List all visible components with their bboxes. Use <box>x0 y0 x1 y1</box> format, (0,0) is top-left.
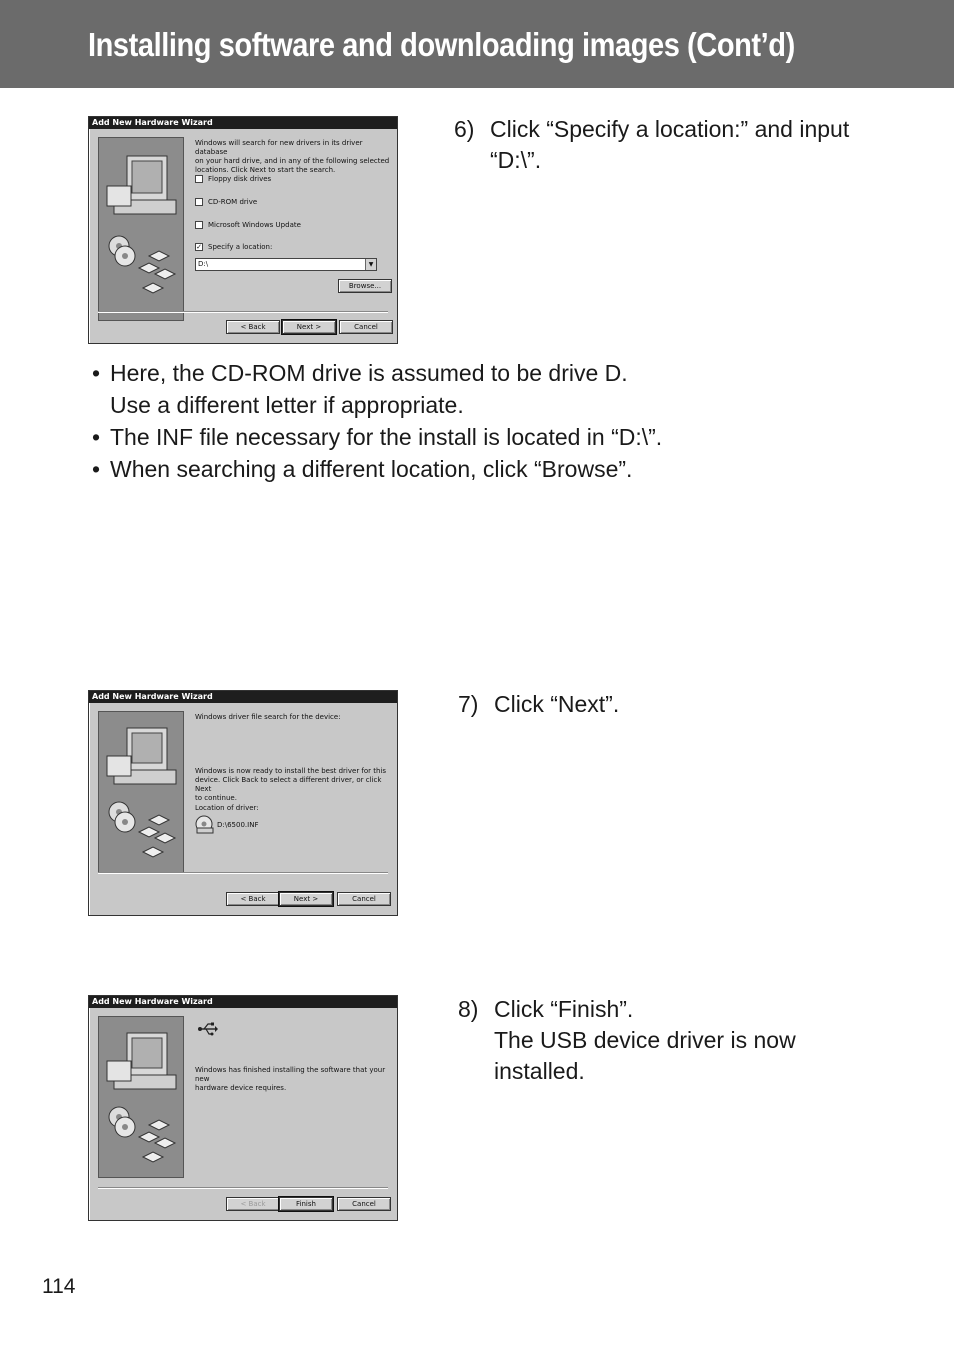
dialog-title: Add New Hardware Wizard <box>89 117 397 129</box>
usb-icon <box>197 1022 219 1036</box>
note-item <box>92 357 662 421</box>
dialog-text-line: Windows driver file search for the device: <box>195 713 341 721</box>
cd-drive-icon <box>195 815 215 835</box>
dialog-text-line: Windows has finished installing the software that your new <box>195 1066 386 1083</box>
dialog-text-line: Windows is now ready to install the best driver for this <box>195 767 387 775</box>
computer-cd-icon <box>99 1017 183 1177</box>
step-number: 8) <box>458 996 479 1022</box>
driver-path: D:\6500.INF <box>217 821 259 829</box>
dialog-intro-line: on your hard drive, and in any of the following selected <box>195 157 390 165</box>
page-title: Installing software and downloading images (Cont’d) <box>88 26 795 63</box>
bullet: • <box>92 360 101 386</box>
dialog-text-line: hardware device requires. <box>195 1084 287 1092</box>
page-header <box>0 0 954 88</box>
specify-location-checkbox[interactable]: ✓ <box>196 243 202 251</box>
floppy-option-label: Floppy disk drives <box>208 175 272 183</box>
browse-button[interactable]: Browse... <box>338 279 392 293</box>
step-number: 7) <box>458 691 479 717</box>
floppy-checkbox[interactable] <box>195 175 203 183</box>
location-combo-value: D:\ <box>198 260 209 268</box>
step-text-line: Click “Specify a location:” and input <box>490 116 850 142</box>
dialog-separator <box>98 872 388 874</box>
dialog-separator <box>98 1187 388 1189</box>
back-button[interactable]: < Back <box>226 320 280 334</box>
next-button[interactable]: Next > <box>282 320 336 334</box>
step-7 <box>458 689 758 723</box>
step-text-line: Click “Finish”. <box>494 996 634 1022</box>
note-text-line: The INF file necessary for the install is located in “D:\”. <box>110 424 663 450</box>
computer-cd-icon <box>99 138 183 320</box>
wizard-computer-illustration <box>98 711 184 873</box>
dialog-title: Add New Hardware Wizard <box>89 996 397 1008</box>
dialog-separator <box>98 311 388 313</box>
note-text-line: Here, the CD-ROM drive is assumed to be drive D. <box>110 360 628 386</box>
step-6 <box>454 114 934 178</box>
wizard-dialog-search <box>88 116 398 344</box>
wizard-computer-illustration <box>98 1016 184 1178</box>
bullet: • <box>92 424 101 450</box>
step-text-line: “D:\”. <box>490 147 542 173</box>
location-of-driver-label: Location of driver: <box>195 804 259 812</box>
wizard-dialog-finished <box>88 995 398 1221</box>
bullet: • <box>92 456 101 482</box>
wizard-dialog-ready <box>88 690 398 916</box>
step-text-line: installed. <box>494 1058 585 1084</box>
cancel-button[interactable]: Cancel <box>337 1197 391 1211</box>
chevron-down-icon[interactable]: ▼ <box>365 259 376 270</box>
finish-button[interactable]: Finish <box>279 1197 333 1211</box>
back-button[interactable]: < Back <box>226 892 280 906</box>
cdrom-checkbox[interactable] <box>195 198 203 206</box>
page-number: 114 <box>42 1275 76 1298</box>
cdrom-option-label: CD-ROM drive <box>208 198 258 206</box>
note-item <box>92 453 662 485</box>
note-text-line: When searching a different location, click “Browse”. <box>110 456 633 482</box>
next-button[interactable]: Next > <box>279 892 333 906</box>
computer-cd-icon <box>99 712 183 872</box>
windows-update-option-label: Microsoft Windows Update <box>208 221 301 229</box>
dialog-text-line: device. Click Back to select a different driver, or click Next <box>195 776 382 793</box>
step-number: 6) <box>454 116 475 142</box>
step-text-line: Click “Next”. <box>494 691 620 717</box>
note-text-line: Use a different letter if appropriate. <box>110 392 464 418</box>
dialog-intro-line: locations. Click Next to start the search. <box>195 166 336 174</box>
wizard-computer-illustration <box>98 137 184 321</box>
cancel-button[interactable]: Cancel <box>337 892 391 906</box>
dialog-text-line: to continue. <box>195 794 237 802</box>
note-item <box>92 421 662 453</box>
cancel-button[interactable]: Cancel <box>339 320 393 334</box>
back-button[interactable]: < Back <box>226 1197 280 1211</box>
dialog-title: Add New Hardware Wizard <box>89 691 397 703</box>
specify-location-option-label: Specify a location: <box>208 243 273 251</box>
notes-list <box>92 357 662 485</box>
step-text-line: The USB device driver is now <box>494 1027 796 1053</box>
dialog-intro-line: Windows will search for new drivers in its driver database <box>195 139 363 156</box>
step-8 <box>458 994 918 1090</box>
location-combo[interactable] <box>195 258 377 271</box>
windows-update-checkbox[interactable] <box>195 221 203 229</box>
